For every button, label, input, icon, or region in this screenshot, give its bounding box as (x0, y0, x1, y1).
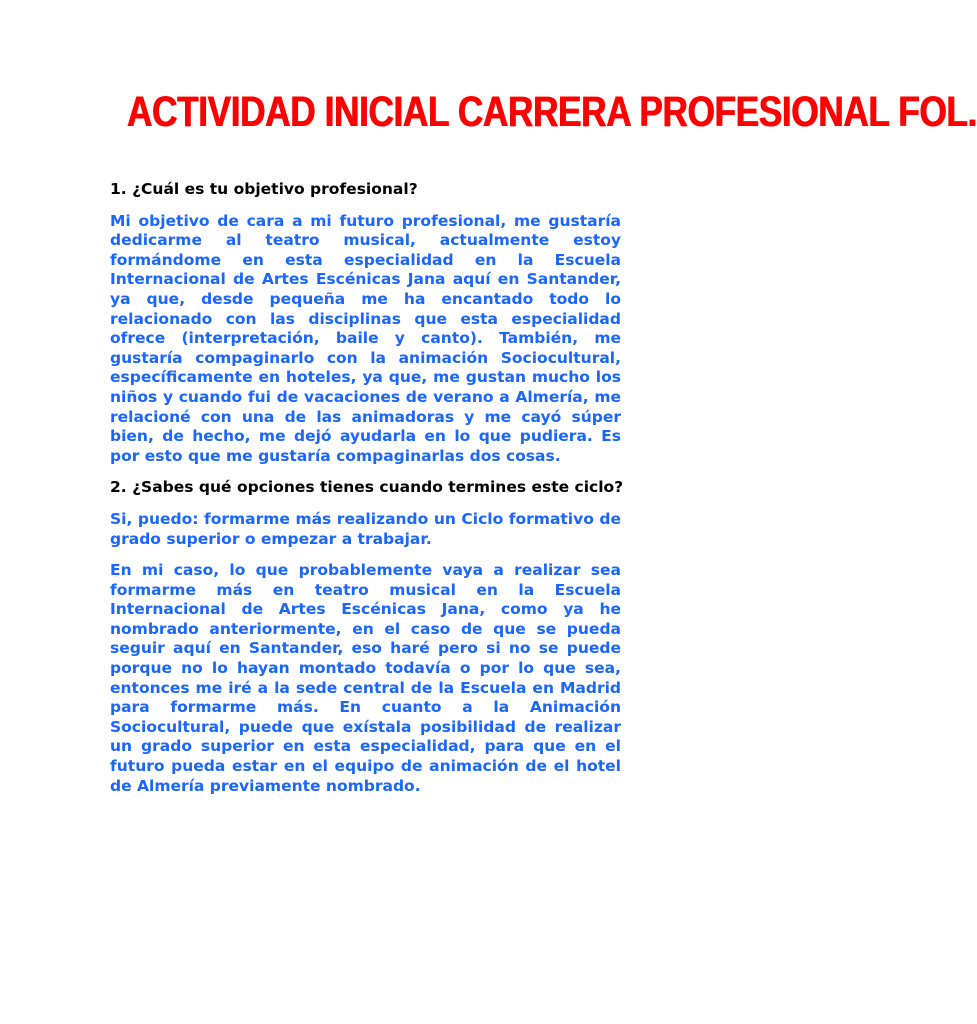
document-body (110, 180, 624, 808)
answer-1: Mi objetivo de cara a mi futuro profesional, me gustaría dedicarme al teatro musical, actualmente estoy formándome en esta especialidad en la Escuela Internacional de Artes Escénicas Jana aquí en Santander, ya que, desde pequeña me ha encantado todo lo relacionado con las disciplinas que esta especialidad ofrece (interpretación, baile y canto). También, me gustaría compaginarlo con la animación Sociocultural, específicamente en hoteles, ya que, me gustan mucho los niños y cuando fui de vacaciones de verano a Almería, me relacioné con una de las animadoras y me cayó súper bien, de hecho, me dejó ayudarla en lo que pudiera. Es por esto que me gustaría compaginarlas dos cosas. (110, 211, 621, 465)
document-title: ACTIVIDAD INICIAL CARRERA PROFESIONAL FOL. (126, 88, 977, 136)
question-2: 2. ¿Sabes qué opciones tienes cuando termines este ciclo? (110, 478, 624, 497)
answer-2-paragraph-2: En mi caso, lo que probablemente vaya a realizar sea formarme más en teatro musical en la Escuela Internacional de Artes Escénicas Jana, como ya he nombrado anteriormente, en el caso de que se pueda seguir aquí en Santander, eso haré pero si no se puede porque no lo hayan montado todavía o por lo que sea, entonces me iré a la sede central de la Escuela en Madrid para formarme más. En cuanto a la Animación Sociocultural, puede que exístala posibilidad de realizar un grado superior en esta especialidad, para que en el futuro pueda estar en el equipo de animación de el hotel de Almería previamente nombrado. (110, 561, 621, 795)
question-1: 1. ¿Cuál es tu objetivo profesional? (110, 180, 418, 198)
answer-2-paragraph-1: Si, puedo: formarme más realizando un Ciclo formativo de grado superior o empezar a trabajar. (110, 509, 621, 548)
